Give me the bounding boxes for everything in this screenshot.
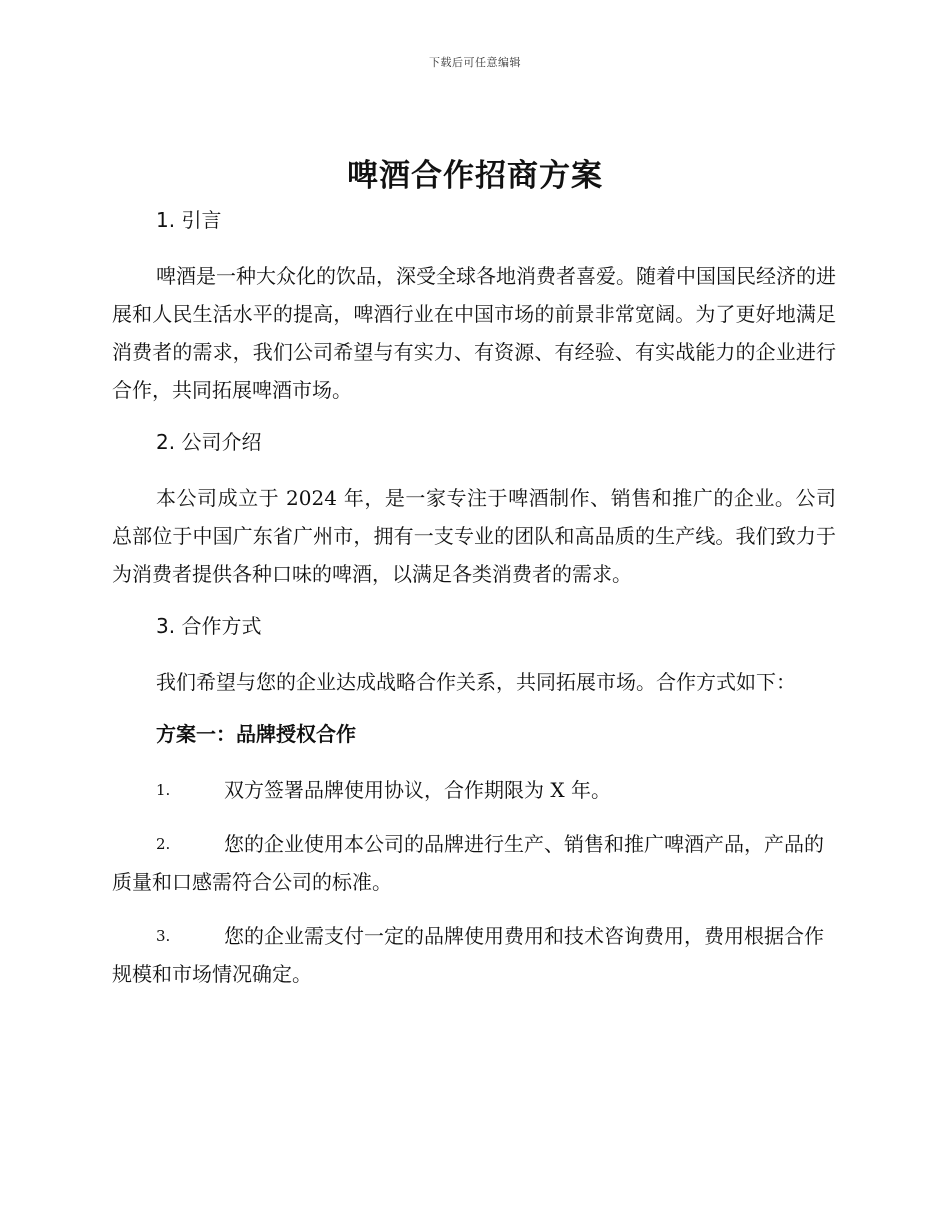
plan-list-item <box>112 771 836 809</box>
plan-list-item <box>112 825 836 901</box>
section-paragraph-company: 本公司成立于 2024 年，是一家专注于啤酒制作、销售和推广的企业。公司总部位于中国广东省广州市，拥有一支专业的团队和高品质的生产线。我们致力于为消费者提供各种口味的啤酒，以满足各类消费者的需求。 <box>112 486 836 586</box>
list-item-number: 2. <box>156 835 171 853</box>
section-heading-cooperation: 3. 合作方式 <box>156 614 262 638</box>
list-item-number: 3. <box>156 927 171 945</box>
list-item-number: 1. <box>156 781 171 799</box>
document-body <box>112 203 836 993</box>
list-item-text: 您的企业需支付一定的品牌使用费用和技术咨询费用，费用根据合作规模和市场情况确定。 <box>112 924 824 986</box>
section-paragraph-intro: 啤酒是一种大众化的饮品，深受全球各地消费者喜爱。随着中国国民经济的进展和人民生活水平的提高，啤酒行业在中国市场的前景非常宽阔。为了更好地满足消费者的需求，我们公司希望与有实力、有资源、有经验、有实战能力的企业进行合作，共同拓展啤酒市场。 <box>112 264 836 402</box>
section-heading-company: 2. 公司介绍 <box>156 430 262 454</box>
plan-title: 方案一：品牌授权合作 <box>156 722 356 746</box>
list-item-text: 您的企业使用本公司的品牌进行生产、销售和推广啤酒产品，产品的质量和口感需符合公司的标准。 <box>112 832 824 894</box>
plan-list-item <box>112 917 836 993</box>
document-title: 啤酒合作招商方案 <box>347 158 603 194</box>
list-item-text: 双方签署品牌使用协议，合作期限为 X 年。 <box>224 778 611 802</box>
section-paragraph-cooperation: 我们希望与您的企业达成战略合作关系，共同拓展市场。合作方式如下： <box>156 670 796 694</box>
header-note: 下载后可任意编辑 <box>429 56 521 69</box>
section-heading-intro: 1. 引言 <box>156 208 222 232</box>
